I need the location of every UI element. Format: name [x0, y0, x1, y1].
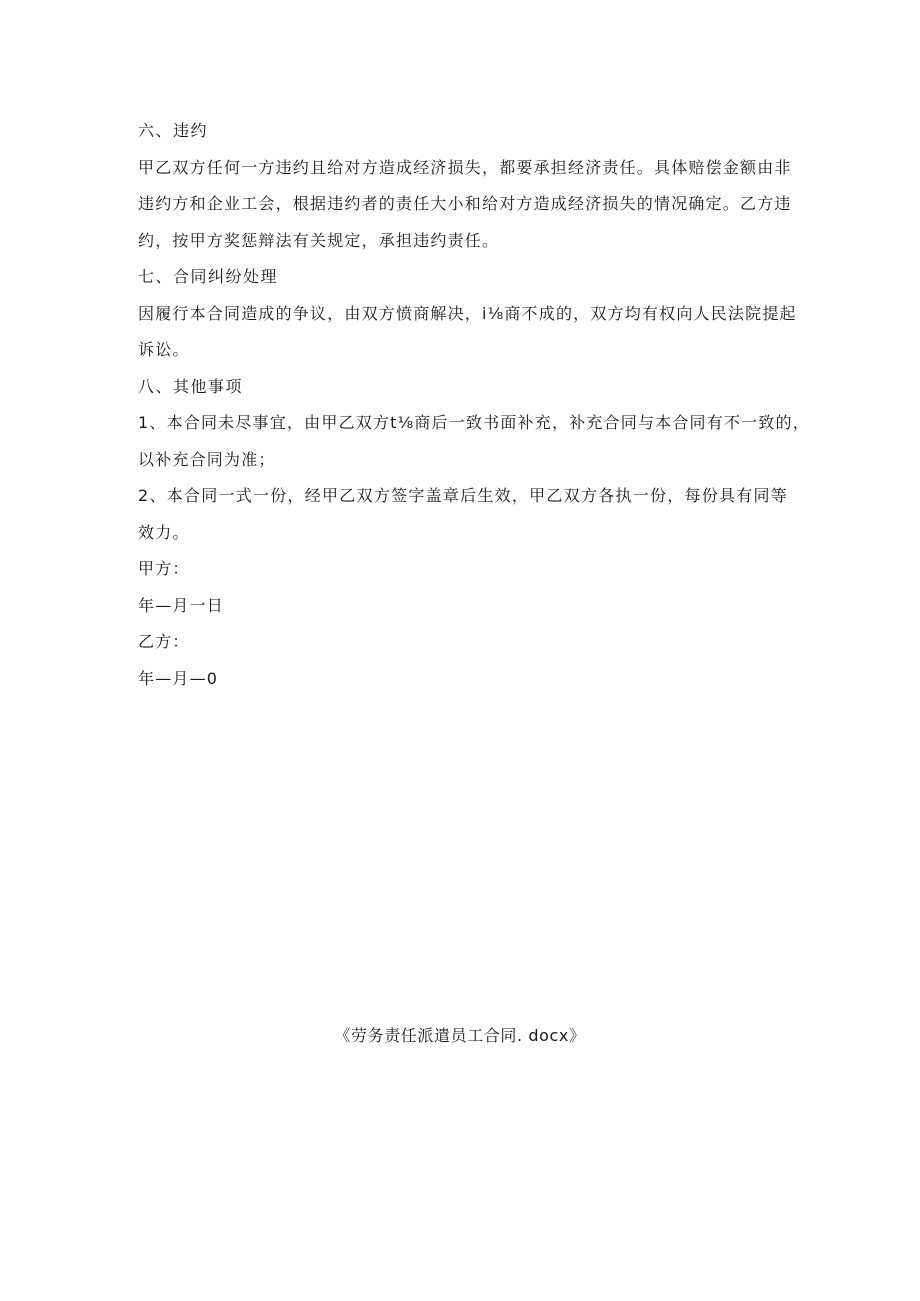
section-6-paragraph-line-3: 约，按甲方奖惩辩法有关规定，承担违约责任。: [138, 230, 500, 250]
section-6-heading: 六、违约: [138, 121, 209, 140]
party-a-label: 甲方：: [138, 559, 190, 578]
party-b-date: 年—月—0: [138, 668, 219, 688]
section-8-item-2-line-2: 效力。: [138, 522, 190, 542]
section-6-paragraph-line-2: 违约方和企业工会，根据违约者的责任大小和给对方造成经济损失的情况确定。乙方违: [138, 194, 792, 213]
section-7-paragraph-line-2: 诉讼。: [138, 340, 190, 359]
section-8-item-2-line-1: 2、本合同一式一份，经甲乙双方签字盖章后生效，甲乙双方各执一份，每份具有同等: [138, 486, 788, 505]
section-8-item-1-line-2: 以补充合同为准；: [138, 449, 276, 469]
party-a-date: 年—月一日: [138, 595, 225, 615]
document-footer-filename: 《劳务责任派遣员工合同. docx》: [334, 1026, 586, 1045]
section-7-heading: 七、合同纠纷处理: [138, 267, 279, 286]
party-b-label: 乙方：: [138, 632, 190, 651]
section-8-item-1-line-1: 1、本合同未尽事宜，由甲乙双方t⅛商后一致书面补充，补充合同与本合同有不一致的，: [138, 413, 810, 432]
document-body: [138, 113, 810, 697]
section-6-paragraph-line-1: 甲乙双方任何一方违约且给对方造成经济损失，都要承担经济责任。具体赔偿金额由非: [138, 157, 792, 177]
section-7-paragraph-line-1: 因履行本合同造成的争议，由双方愤商解决，i⅛商不成的，双方均有权向人民法院提起: [138, 303, 797, 323]
section-8-heading: 八、其他事项: [138, 376, 244, 396]
